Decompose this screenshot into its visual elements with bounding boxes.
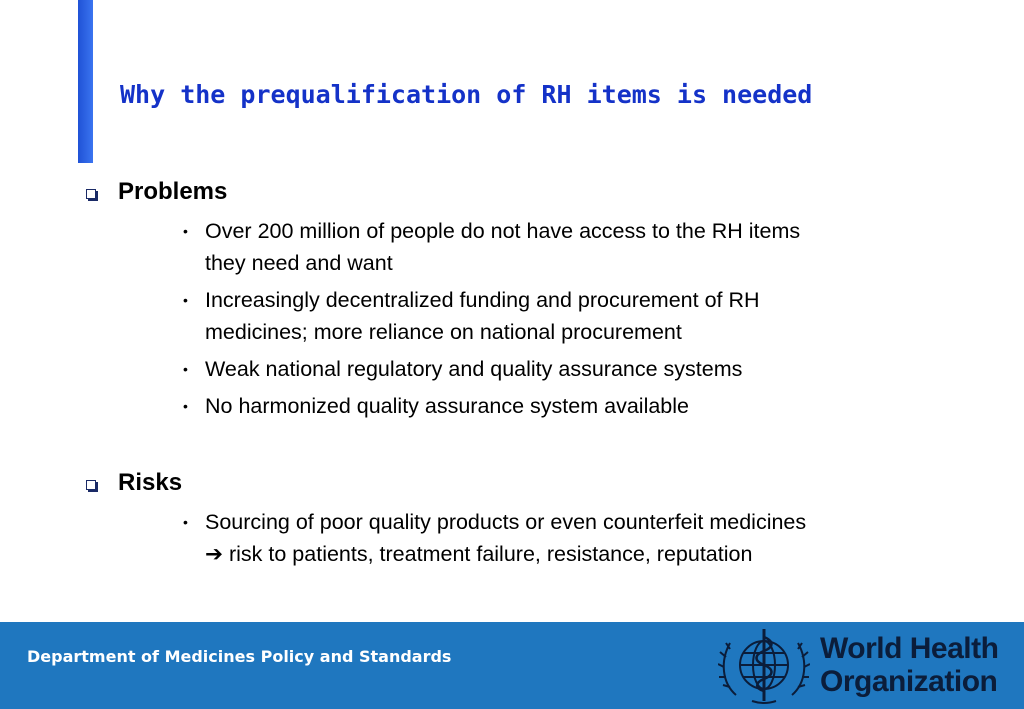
org-name-line: World Health — [820, 632, 999, 665]
slide-title: Why the prequalification of RH items is needed — [120, 80, 813, 109]
bullet-dot-icon: • — [183, 292, 188, 308]
bullet-text-line: ➔ risk to patients, treatment failure, resistance, reputation — [205, 542, 753, 566]
checkbox-square-icon — [86, 480, 96, 490]
bullet-text-line: Weak national regulatory and quality assurance systems — [205, 357, 743, 381]
section-risks — [86, 468, 986, 575]
bullet-dot-icon: • — [183, 361, 188, 377]
section-header — [86, 468, 986, 498]
bullet-dot-icon: • — [183, 223, 188, 239]
list-item — [86, 284, 945, 348]
bullet-list — [86, 506, 986, 570]
bullet-text-line: they need and want — [205, 251, 393, 275]
section-label: Risks — [118, 469, 183, 496]
bullet-text-line: Sourcing of poor quality products or even counterfeit medicines — [205, 510, 807, 534]
section-label: Problems — [118, 178, 228, 205]
list-item — [86, 506, 945, 570]
list-item — [86, 390, 945, 422]
department-name: Department of Medicines Policy and Standards — [27, 647, 452, 666]
section-problems — [86, 177, 986, 427]
bullet-text-line: Increasingly decentralized funding and procurement of RH — [205, 288, 760, 312]
list-item — [86, 353, 945, 385]
list-item — [86, 215, 945, 279]
bullet-dot-icon: • — [183, 398, 188, 414]
bullet-dot-icon: • — [183, 514, 188, 530]
footer-bar — [0, 622, 1024, 709]
who-emblem-icon — [718, 625, 810, 707]
section-header — [86, 177, 986, 207]
bullet-text-line: medicines; more reliance on national procurement — [205, 320, 682, 344]
title-accent-bar — [78, 0, 93, 163]
checkbox-square-icon — [86, 189, 96, 199]
bullet-text-line: Over 200 million of people do not have access to the RH items — [205, 219, 801, 243]
who-wordmark — [820, 632, 998, 698]
org-name-line: Organization — [820, 665, 998, 698]
bullet-text-line: No harmonized quality assurance system available — [205, 394, 689, 418]
bullet-list — [86, 215, 986, 422]
